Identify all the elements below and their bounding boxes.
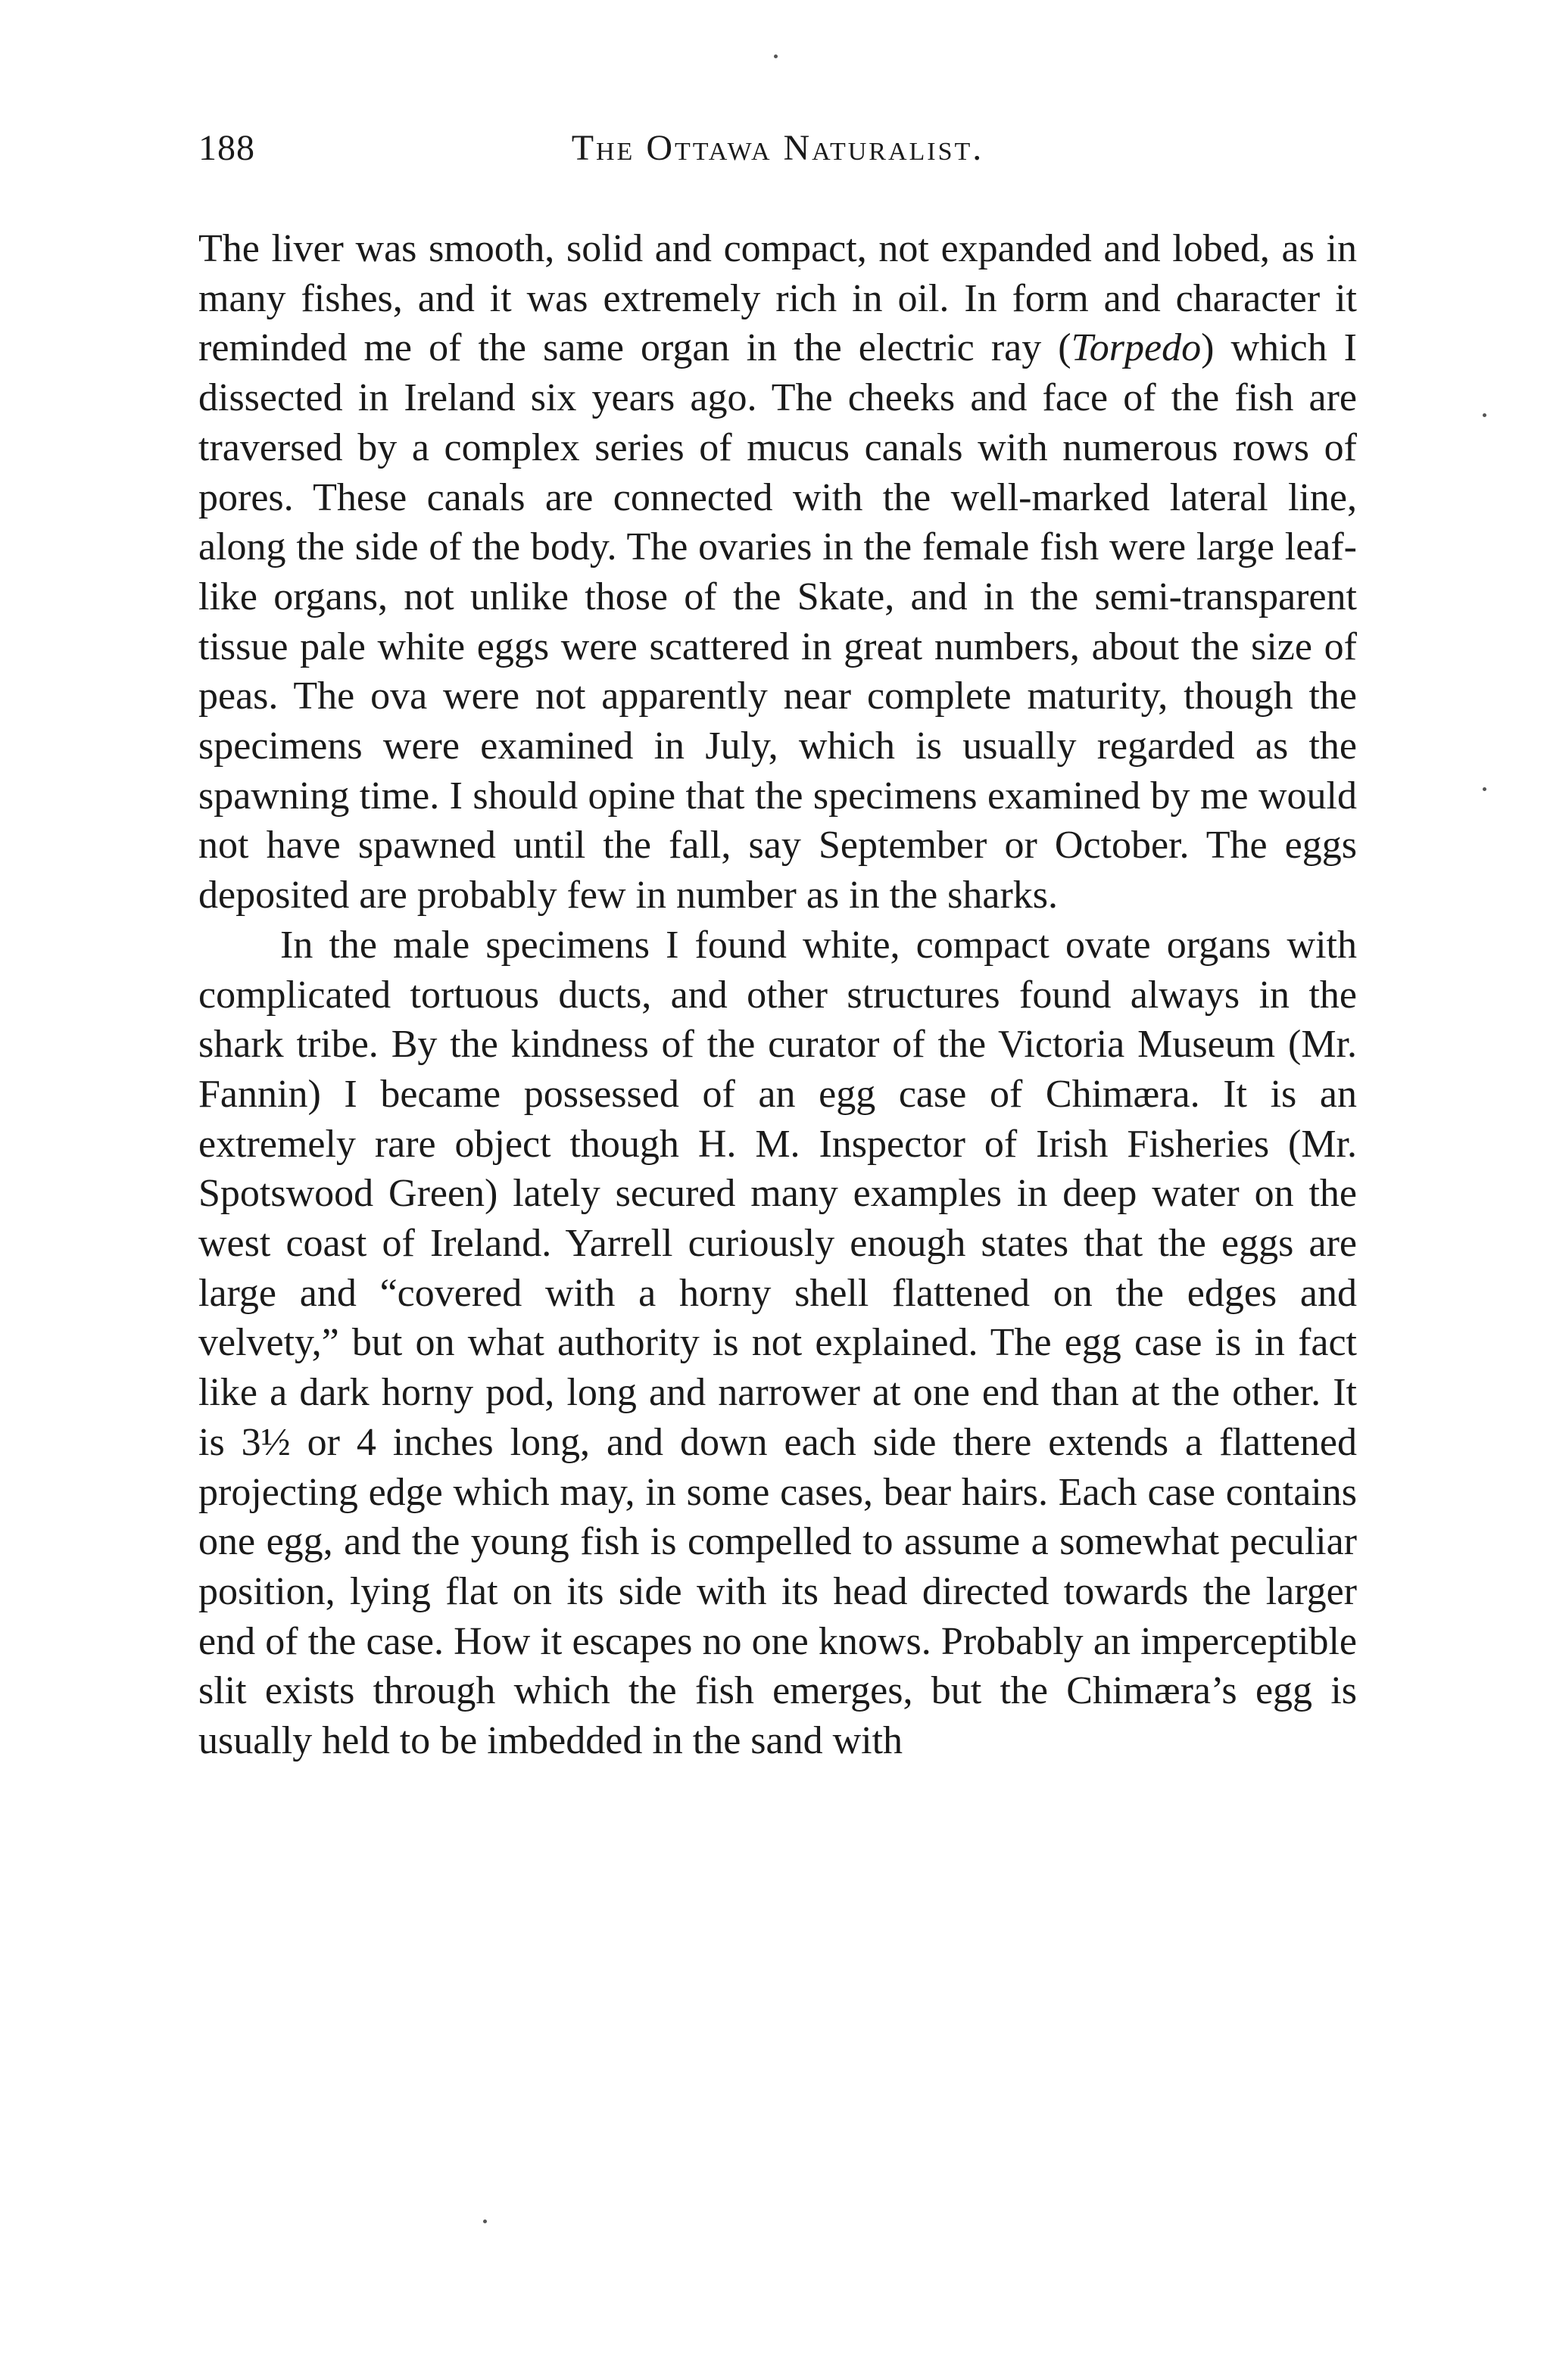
print-speck-dot <box>1483 787 1486 791</box>
print-speck-dot <box>483 2220 487 2223</box>
page <box>198 127 1357 1766</box>
paragraph-male-specimens: In the male specimens I found white, compact ovate organs with complicated tortuous ducts, and other structures found always in the shark tribe. By the kindness of the curator of the Victoria Museum (Mr. Fannin) I became possessed of an egg case of Chimæra. It is an extremely rare object though H. M. Inspector of Irish Fisheries (Mr. Spotswood Green) lately secured many examples in deep water on the west coast of Ireland. Yarrell curiously enough states that the eggs are large and “covered with a horny shell flattened on the edges and velvety,” but on what authority is not explained. The egg case is in fact like a dark horny pod, long and narrower at one end than at the other. It is 3½ or 4 inches long, and down each side there extends a flattened projecting edge which may, in some cases, bear hairs. Each case contains one egg, and the young fish is compelled to assume a somewhat peculiar position, lying flat on its side with its head directed towards the larger end of the case. How it escapes no one knows. Probably an imperceptible slit exists through which the fish emerges, but the Chimæra’s egg is usually held to be imbedded in the sand with <box>198 923 1357 1763</box>
running-head <box>198 127 1357 180</box>
page-number: 188 <box>198 128 255 168</box>
paragraph-liver: The liver was smooth, solid and compact, not expanded and lobed, as in many fishes, and it was extremely rich in oil. In form and character it reminded me of the same organ in the electric ray (Torpedo) which I dissected in Ireland six years ago. The cheeks and face of the fish are traversed by a complex series of mucus canals with numerous rows of pores. These canals are connected with the well-marked lateral line, along the side of the body. The ovaries in the female fish were large leaf-like organs, not unlike those of the Skate, and in the semi-transparent tissue pale white eggs were scattered in great numbers, about the size of peas. The ova were not apparently near complete maturity, though the specimens were examined in July, which is usually regarded as the spawning time. I should opine that the specimens examined by me would not have spawned until the fall, say September or October. The eggs deposited are probably few in number as in the sharks. <box>198 227 1357 917</box>
journal-title: The Ottawa Naturalist. <box>571 128 984 168</box>
print-speck-dot <box>1483 413 1486 417</box>
print-speck-dot <box>774 55 778 58</box>
body-text <box>198 224 1357 1766</box>
italic-term-torpedo: Torpedo <box>1071 326 1202 370</box>
